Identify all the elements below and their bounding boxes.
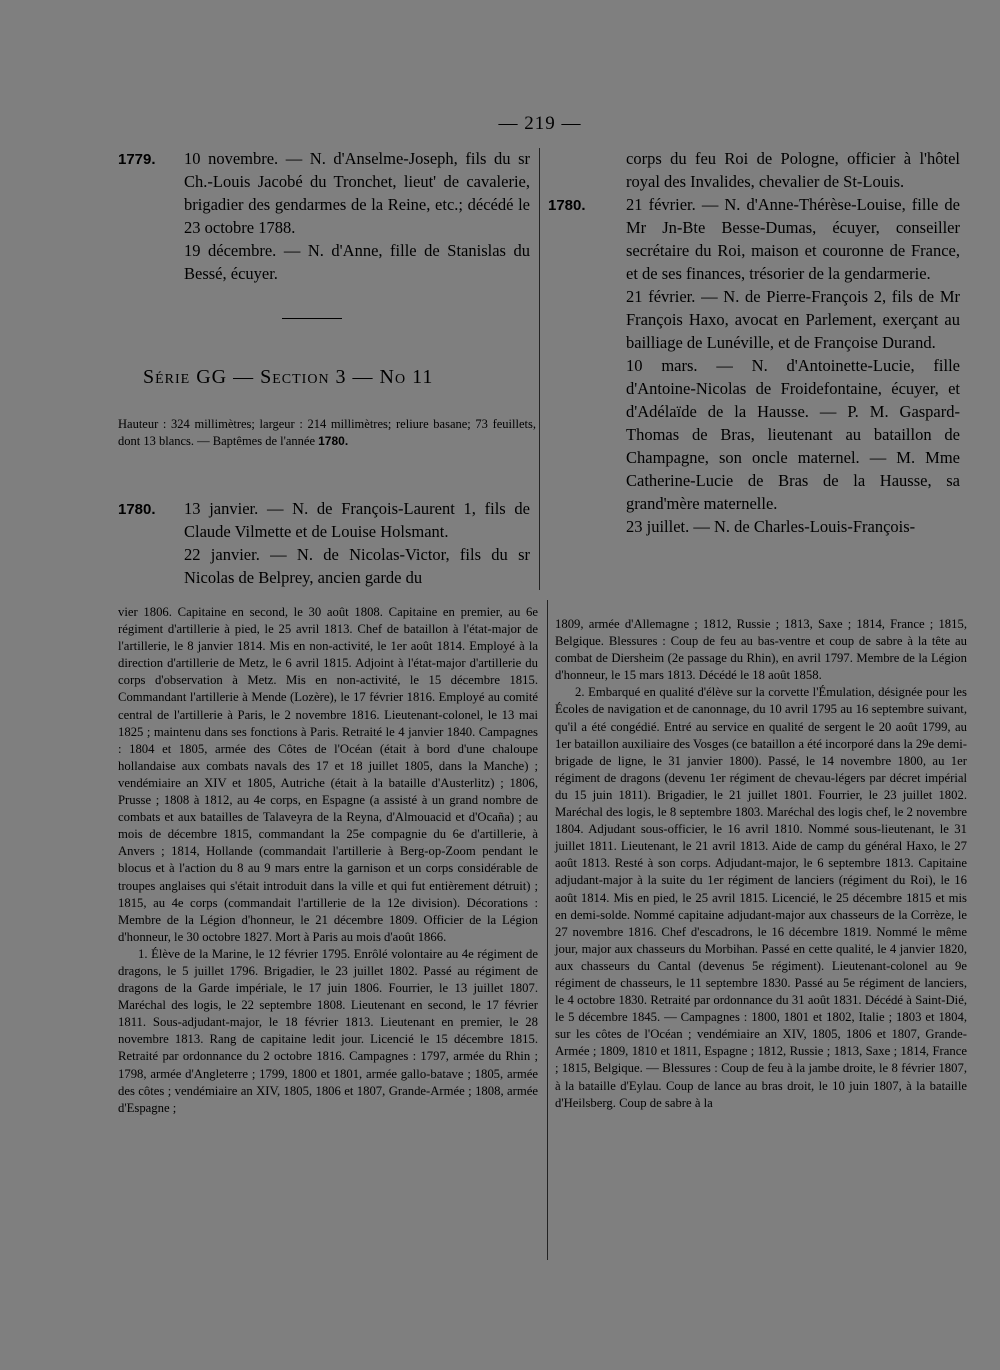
entry-continued-corps: corps du feu Roi de Pologne, officier à l'hôtel royal des Invalides, chevalier de St-Louis.	[626, 149, 960, 191]
left-column-middle	[118, 497, 530, 589]
series-description-year: 1780.	[318, 434, 349, 448]
footnote-1: 1. Élève de la Marine, le 12 février 1795. Enrôlé volontaire au 4e régiment de dragons, le 5 juillet 1796. Brigadier, le 23 juillet 1802. Passé au régiment de dragons de la Garde impériale, le 17 juin 1806. Fourrier, le 13 juillet 1807. Maréchal des logis, le 22 septembre 1808. Lieutenant en second, le 17 février 1811. Sous-adjudant-major, le 18 février 1813. Lieutenant en premier, le 28 novembre 1813. Rang de capitaine ledit jour. Licencié le 15 décembre 1815. Retraité par ordonnance du 2 octobre 1816. Campagnes : 1797, armée du Rhin ; 1798, armée d'Angleterre ; 1799, 1800 et 1801, armée gallo-batave ; 1805, armée des côtes ; vendémiaire an XIV, 1805, 1806 et 1807, Grande-Armée ; 1808, armée d'Espagne ;	[118, 946, 538, 1115]
series-description	[118, 416, 536, 450]
entry-1779-december: 19 décembre. — N. d'Anne, fille de Stanislas du Bessé, écuyer.	[184, 241, 530, 283]
entry-text: 10 novembre. — N. d'Anselme-Joseph, fils du sr Ch.-Louis Jacobé du Tronchet, lieut' de cavalerie, brigadier des gendarmes de la Reine, etc.; décédé le 23 octobre 1788.	[184, 149, 530, 237]
entry-1779-november	[118, 147, 530, 239]
entry-text: 21 février. — N. d'Anne-Thérèse-Louise, fille de Mr Jn-Bte Besse-Dumas, écuyer, conseiller secrétaire du Roi, maison et couronne de France, et de ses finances, trésorier de la gendarmerie.	[626, 195, 960, 283]
entry-1780-february-haxo: 21 février. — N. de Pierre-François 2, fils de Mr François Haxo, avocat en Parlement, exerçant au bailliage de Lunéville, et de Françoise Durand.	[626, 287, 960, 352]
entry-year: 1779.	[118, 151, 156, 168]
footnote-continued: vier 1806. Capitaine en second, le 30 août 1808. Capitaine en premier, au 6e régiment d'artillerie à pied, le 25 avril 1813. Chef de bataillon à l'état-major de l'artillerie, le 8 janvier 1814. Mis en non-activité, le 1er août 1814. Employé à la direction d'artillerie de Metz, le 6 avril 1815. Adjoint à l'état-major d'artillerie du corps d'observation à Metz. Mis en non-activité, le 15 décembre 1815. Commandant l'artillerie à Mende (Lozère), le 17 février 1816. Employé au comité central de l'artillerie à Paris, le 2 novembre 1816. Lieutenant-colonel, le 13 mai 1825 ; maintenu dans ses fonctions à Paris. Retraité le 4 janvier 1840. Campagnes : 1804 et 1805, armée des Côtes de l'Océan (était à bord d'une chaloupe hollandaise aux combats navals des 17 et 18 juillet 1805, dans la Manche) ; vendémiaire an XIV et 1805, Autriche (était à la bataille d'Austerlitz) ; 1806, Prusse ; 1808 à 1812, au 4e corps, en Espagne (a assisté à un grand nombre de combats et aux batailles de Talaveyra de la Reyna, d'Almouacid et d'Ocaña) ; au mois de décembre 1815, commandant la 25e compagnie du 6e d'artillerie, à Anvers ; 1814, Hollande (commandait l'artillerie à Berg-op-Zoom pendant le blocus et à l'action du 8 au 9 mars entre la garnison et un corps considérable de troupes anglaises qui s'était introduit dans la ville et qui fut entièrement détruit) ; 1815, au 4e corps (commandait l'artillerie de la 12e division). Décorations : Membre de la Légion d'honneur, le 21 décembre 1809. Officier de la Légion d'honneur, le 30 octobre 1827. Mort à Paris au mois d'août 1866.	[118, 605, 538, 944]
entry-1780-january-13	[118, 497, 530, 543]
section-separator	[282, 318, 342, 319]
entry-year: 1780.	[548, 197, 586, 214]
column-divider-top	[539, 148, 540, 590]
entry-1780-january-22: 22 janvier. — N. de Nicolas-Victor, fils du sr Nicolas de Belprey, ancien garde du	[184, 545, 530, 587]
entry-1780-july: 23 juillet. — N. de Charles-Louis-François-	[626, 517, 916, 536]
left-column-top	[118, 147, 530, 285]
footnotes-left	[118, 604, 538, 1117]
series-description-text: Hauteur : 324 millimètres; largeur : 214 millimètres; reliure basane; 73 feuillets, dont 13 blancs. — Baptêmes de l'année	[118, 417, 536, 448]
column-divider-notes	[547, 600, 548, 1260]
series-title: Série GG — Section 3 — No 11	[143, 366, 434, 388]
footnote-2: 2. Embarqué en qualité d'élève sur la corvette l'Émulation, désignée pour les Écoles de navigation et de canonnage, du 10 avril 1795 au 16 septembre suivant, qu'il a été congédié. Entré au service en qualité de sergent le 20 août 1799, au 1er bataillon auxiliaire des Vosges (ce bataillon a été incorporé dans la 29e demi-brigade de ligne, le 31 janvier 1800). Passé, le 14 novembre 1800, au 1er régiment de dragons (devenu 1er régiment de chevau-légers par décret impérial du 15 juin 1811). Brigadier, le 21 juillet 1801. Fourrier, le 23 juillet 1802. Maréchal des logis, le 8 septembre 1803. Maréchal des logis chef, le 2 novembre 1804. Adjudant sous-officier, le 16 avril 1810. Nommé sous-lieutenant, le 31 juillet 1811. Lieutenant, le 21 avril 1813. Aide de camp du général Haxo, le 27 août 1813. Resté à son corps. Adjudant-major, le 6 septembre 1813. Capitaine adjudant-major à la suite du 1er régiment de lanciers (régiment du Roi), le 16 août 1814. Mis en pied, le 25 avril 1815. Licencié, le 25 décembre 1815 et mis en demi-solde. Nommé capitaine adjudant-major aux chasseurs de la Corrèze, le 27 novembre 1816. Chef d'escadrons, le 16 décembre 1819. Nommé le même jour, major aux chasseurs du Morbihan. Passé en cette qualité, le 4 janvier 1820, aux chasseurs du Cantal (devenus 5e régiment). Lieutenant-colonel au 9e régiment de chasseurs, le 11 septembre 1830. Passé au 5e régiment de lanciers, le 4 octobre 1830. Retraité par ordonnance du 31 août 1831. Décédé à Saint-Dié, le 5 décembre 1845. — Campagnes : 1800, 1801 et 1802, Italie ; 1803 et 1804, sur les côtes de l'Océan ; vendémiaire an XIV, 1805, 1806 et 1807, Grande-Armée ; 1809, 1810 et 1811, Espagne ; 1812, Russie ; 1813, Saxe ; 1814, France ; 1815, Belgique. — Blessures : Coup de feu à la jambe droite, le 8 février 1807, à la bataille d'Eylau. Coup de lance au bras droit, le 10 juin 1807, à la bataille d'Heilsberg. Coup de sabre à la	[555, 685, 967, 1110]
entry-1780-march-froidefontaine: 10 mars. — N. d'Antoinette-Lucie, fille d'Antoine-Nicolas de Froidefontaine, écuyer, et d'Adélaïde de la Hausse. — P. M. Gaspard-Thomas de Bras, lieutenant au bataillon de Champagne, son oncle maternel. — M. Mme Catherine-Lucie de Bras de la Hausse, sa grand'mère maternelle.	[626, 356, 960, 513]
entry-year: 1780.	[118, 501, 156, 518]
page-number: — 219 —	[498, 113, 582, 134]
footnotes-right	[555, 616, 967, 1112]
right-column-top	[548, 147, 960, 538]
footnote-1-continued: 1809, armée d'Allemagne ; 1812, Russie ; 1813, Saxe ; 1814, France ; 1815, Belgique. Blessures : Coup de feu au bas-ventre et coup de sabre à la tête au combat de Diersheim (2e passage du Rhin), en avril 1797. Membre de la Légion d'honneur, le 15 mars 1813. Décédé le 18 août 1858.	[555, 617, 967, 683]
entry-1780-february-besse	[548, 193, 960, 285]
entry-text: 13 janvier. — N. de François-Laurent 1, fils de Claude Vilmette et de Louise Holsmant.	[184, 499, 530, 541]
